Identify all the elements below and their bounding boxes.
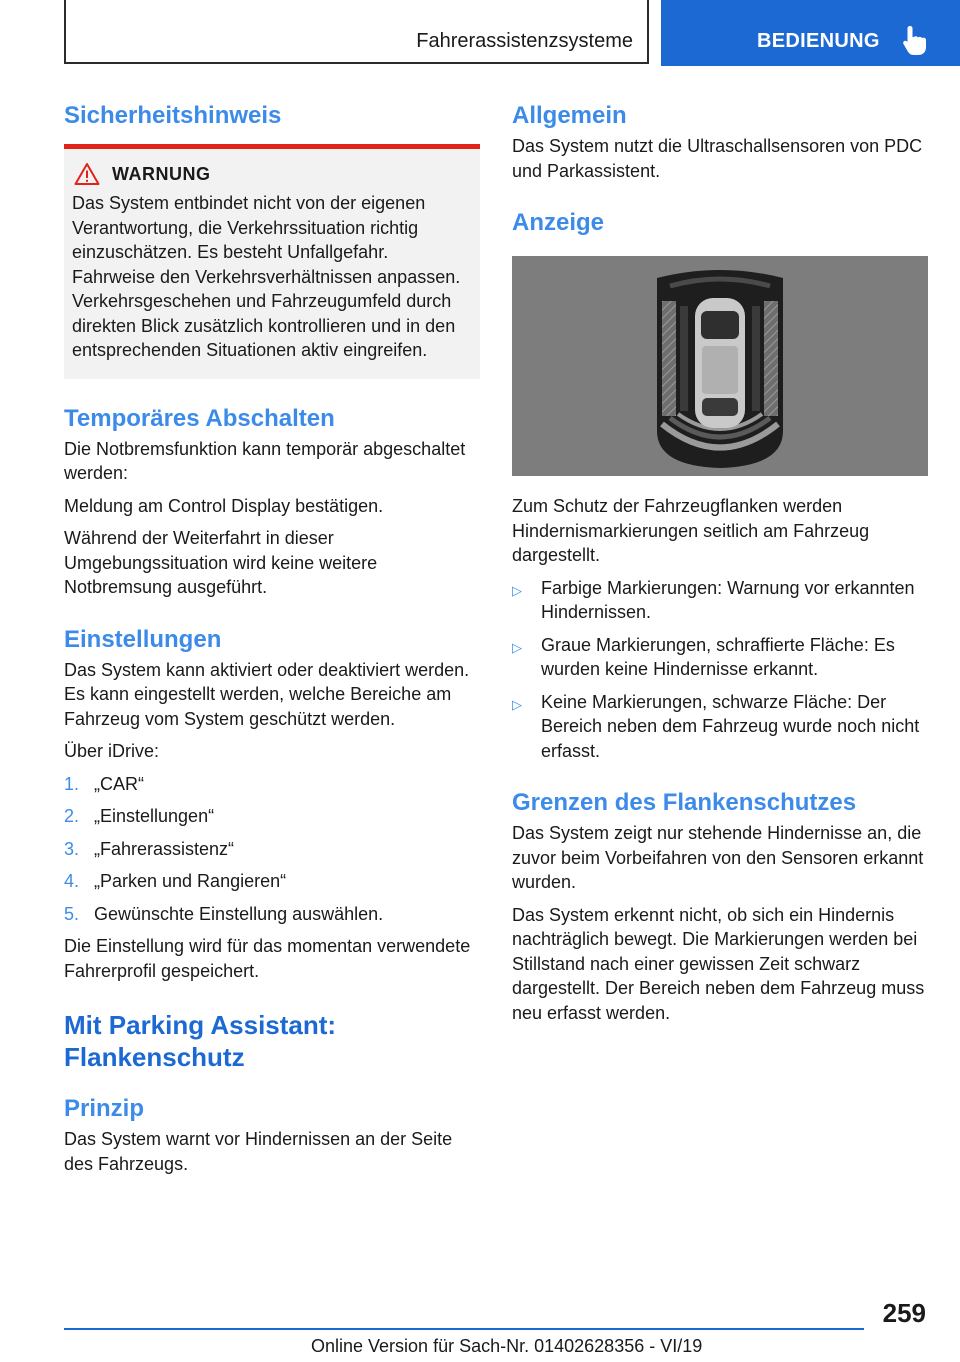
list-item: ▷ Graue Markierungen, schraffierte Fläche: Es wurden keine Hindernisse erkannt. xyxy=(512,633,928,682)
warning-box xyxy=(64,144,480,379)
header-section-title: Fahrerassistenzsysteme xyxy=(416,30,633,52)
warning-text: Das System entbindet nicht von der eigenen Verantwortung, die Verkehrssituation richtig einzuschätzen. Es besteht Unfallgefahr. Fahrweise den Verkehrsverhältnissen anpassen. Verkehrsgeschehen und Fahrzeugumfeld durch direkten Blick zusätzlich kontrollieren und in den entsprechenden Situationen aktiv eingreifen. xyxy=(72,193,461,360)
header-chapter-tab[interactable] xyxy=(661,0,960,66)
list-item: 4. „Parken und Rangieren“ xyxy=(64,871,287,891)
warning-title: WARNUNG xyxy=(112,163,211,184)
idrive-steps-list xyxy=(64,772,480,927)
einst-paragraph-3: Die Einstellung wird für das momentan verwendete Fahrerprofil gespeichert. xyxy=(64,936,471,981)
triangle-bullet-icon: ▷ xyxy=(512,582,522,598)
temp-paragraph-2: Meldung am Control Display bestätigen. xyxy=(64,495,384,516)
anzeige-paragraph: Zum Schutz der Fahrzeugflanken werden Hindernismarkierungen seitlich am Fahrzeug dargestellt. xyxy=(512,496,870,565)
footer-divider xyxy=(64,1328,864,1330)
einst-paragraph-1: Das System kann aktiviert oder deaktiviert werden. Es kann eingestellt werden, welche Bereiche am Fahrzeug vom System geschützt werden. xyxy=(64,659,470,729)
flank-protection-display-image xyxy=(512,256,928,476)
heading-allgemein: Allgemein xyxy=(512,102,627,129)
heading-flankenschutz: Mit Parking Assistant: Flankenschutz xyxy=(64,1010,337,1072)
list-item: ▷ Keine Markierungen, schwarze Fläche: Der Bereich neben dem Fahrzeug wurde noch nicht erfasst. xyxy=(512,690,928,764)
prinzip-paragraph: Das System warnt vor Hindernissen an der Seite des Fahrzeugs. xyxy=(64,1129,453,1174)
heading-temporaeres-abschalten: Temporäres Abschalten xyxy=(64,404,335,432)
heading-prinzip: Prinzip xyxy=(64,1095,145,1122)
car-top-view-illustration xyxy=(512,256,928,476)
heading-sicherheitshinweis: Sicherheitshinweis xyxy=(64,102,282,129)
pointing-hand-icon xyxy=(901,24,929,56)
grenzen-paragraph-2: Das System erkennt nicht, ob sich ein Hindernis nachträglich bewegt. Die Markierungen werden bei Stillstand nach einer gewissen Zeit schwarz dargestellt. Der Bereich neben dem Fahrzeug muss neu erfasst werden. xyxy=(512,904,925,1023)
list-item: 2. „Einstellungen“ xyxy=(64,806,215,826)
warning-triangle-icon xyxy=(74,162,100,186)
marker-explanation-list xyxy=(512,576,928,764)
footer-online-version: Online Version für Sach-Nr. 01402628356 - VI/19 xyxy=(311,1336,703,1356)
left-column xyxy=(64,100,480,1176)
header-section-box xyxy=(64,0,649,64)
temp-paragraph-3: Während der Weiterfahrt in dieser Umgebungssituation wird keine weitere Notbremsung ausgeführt. xyxy=(64,528,378,597)
list-item: 1. „CAR“ xyxy=(64,773,144,794)
heading-grenzen: Grenzen des Flankenschutzes xyxy=(512,789,857,816)
right-column xyxy=(512,100,928,1025)
temp-paragraph-1: Die Notbremsfunktion kann temporär abgeschaltet werden: xyxy=(64,438,466,483)
grenzen-paragraph-1: Das System zeigt nur stehende Hindernisse an, die zuvor beim Vorbeifahren von den Sensoren erkannt wurden. xyxy=(512,823,924,892)
list-item: 3. „Fahrerassistenz“ xyxy=(64,838,235,859)
triangle-bullet-icon: ▷ xyxy=(512,639,522,655)
heading-anzeige: Anzeige xyxy=(512,209,605,236)
triangle-bullet-icon: ▷ xyxy=(512,696,522,712)
heading-einstellungen: Einstellungen xyxy=(64,625,222,653)
list-item: 5. Gewünschte Einstellung auswählen. xyxy=(64,903,384,924)
einst-paragraph-2: Über iDrive: xyxy=(64,741,160,761)
list-item: ▷ Farbige Markierungen: Warnung vor erkannten Hindernissen. xyxy=(512,576,928,625)
page-number: 259 xyxy=(882,1298,926,1328)
allgemein-paragraph: Das System nutzt die Ultraschallsensoren von PDC und Parkassistent. xyxy=(512,136,923,181)
header-chapter-title: BEDIENUNG xyxy=(757,30,880,52)
